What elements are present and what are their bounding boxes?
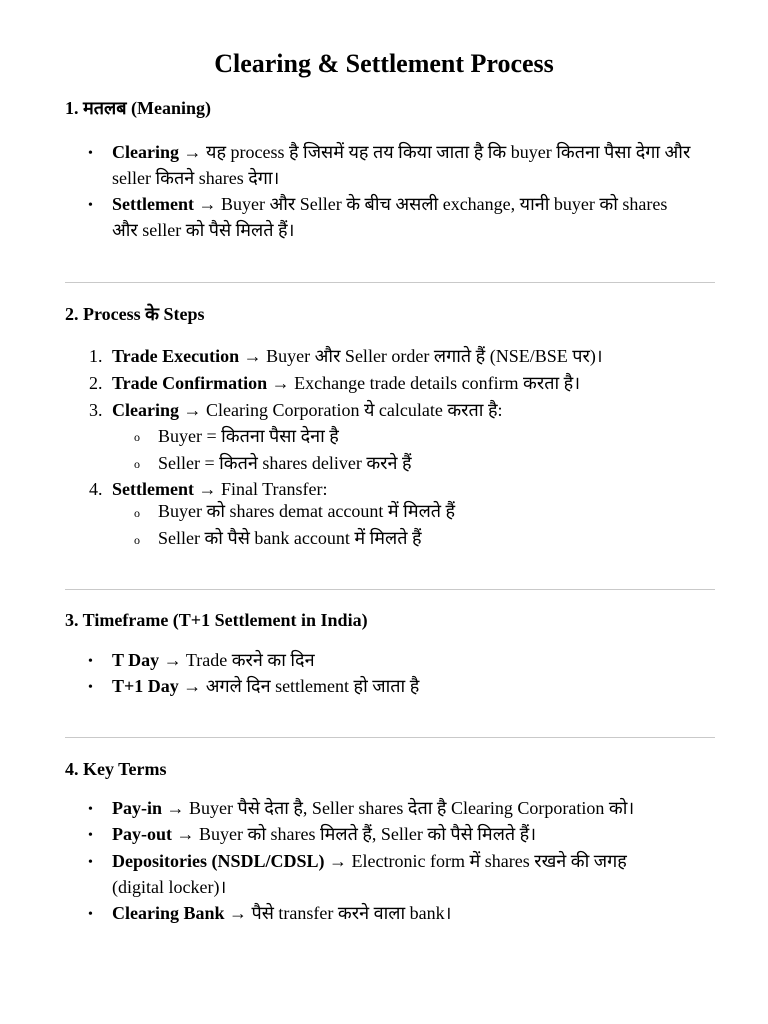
step-trade-confirmation [112, 370, 580, 396]
list-item-clearing-bank [112, 900, 451, 926]
bullet-icon: • [88, 654, 93, 669]
term-text: → यह process है जिसमें यह तय किया जाता है कि buyer कितना पैसा देगा और [179, 142, 691, 162]
term-text: → Buyer को shares मिलते हैं, Seller को पैसे मिलते हैं। [172, 824, 537, 844]
term-label: Settlement [112, 479, 194, 499]
section-heading-meaning: 1. मतलब (Meaning) [65, 98, 211, 118]
list-item-pay-out [112, 821, 536, 847]
step-number: 1. [89, 346, 103, 366]
term-text: → अगले दिन settlement हो जाता है [178, 676, 420, 696]
term-text: → Buyer और Seller के बीच असली exchange, यानी buyer को shares [193, 194, 668, 214]
term-label: Pay-in [112, 798, 163, 818]
sub-bullet-icon: o [134, 506, 140, 520]
bullet-icon: • [88, 828, 93, 843]
sub-item: Buyer को shares demat account में मिलते हैं [158, 501, 456, 521]
sub-item: Seller को पैसे bank account में मिलते हैं [158, 528, 422, 548]
list-item-settlement [112, 191, 667, 217]
term-label: T Day [112, 650, 160, 670]
term-label: Clearing Bank [112, 903, 225, 923]
step-clearing [112, 397, 503, 423]
sub-bullet-icon: o [134, 533, 140, 547]
list-item-continuation: (digital locker)। [112, 877, 227, 897]
section-heading-key-terms: 4. Key Terms [65, 759, 167, 779]
list-item-clearing [112, 139, 690, 165]
bullet-icon: • [88, 680, 93, 695]
term-text: → पैसे transfer करने वाला bank। [224, 903, 452, 923]
term-text: → Exchange trade details confirm करता है। [267, 373, 581, 393]
sub-item: Seller = कितने shares deliver करने हैं [158, 453, 412, 473]
term-text: → Buyer और Seller order लगाते हैं (NSE/BSE पर)। [239, 346, 603, 366]
list-item-t-day [112, 647, 315, 673]
bullet-icon: • [88, 146, 93, 161]
list-item-t1-day [112, 673, 419, 699]
term-text: → Trade करने का दिन [159, 650, 315, 670]
section-divider [65, 282, 715, 283]
step-number: 4. [89, 479, 103, 499]
term-label: Trade Confirmation [112, 373, 268, 393]
section-heading-timeframe: 3. Timeframe (T+1 Settlement in India) [65, 610, 368, 630]
term-label: Depositories (NSDL/CDSL) [112, 851, 325, 871]
sub-bullet-icon: o [134, 457, 140, 471]
term-text: → Buyer पैसे देता है, Seller shares देता है Clearing Corporation को। [162, 798, 635, 818]
step-number: 3. [89, 400, 103, 420]
term-label: Clearing [112, 400, 179, 420]
list-item-continuation: और seller को पैसे मिलते हैं। [112, 220, 295, 240]
term-label: T+1 Day [112, 676, 179, 696]
term-label: Pay-out [112, 824, 172, 844]
bullet-icon: • [88, 907, 93, 922]
term-label: Settlement [112, 194, 194, 214]
step-trade-execution [112, 343, 603, 369]
term-label: Trade Execution [112, 346, 240, 366]
term-text: → Final Transfer: [193, 479, 328, 499]
sub-bullet-icon: o [134, 430, 140, 444]
term-text: → Electronic form में shares रखने की जगह [324, 851, 627, 871]
list-item-depositories [112, 848, 627, 874]
sub-item: Buyer = कितना पैसा देना है [158, 426, 339, 446]
term-label: Clearing [112, 142, 179, 162]
term-text: → Clearing Corporation ये calculate करता है: [179, 400, 503, 420]
section-divider [65, 589, 715, 590]
page-title: Clearing & Settlement Process [214, 49, 554, 78]
section-divider [65, 737, 715, 738]
bullet-icon: • [88, 198, 93, 213]
list-item-continuation: seller कितने shares देगा। [112, 168, 280, 188]
bullet-icon: • [88, 855, 93, 870]
section-heading-steps: 2. Process के Steps [65, 304, 205, 324]
list-item-pay-in [112, 795, 634, 821]
bullet-icon: • [88, 802, 93, 817]
step-number: 2. [89, 373, 103, 393]
